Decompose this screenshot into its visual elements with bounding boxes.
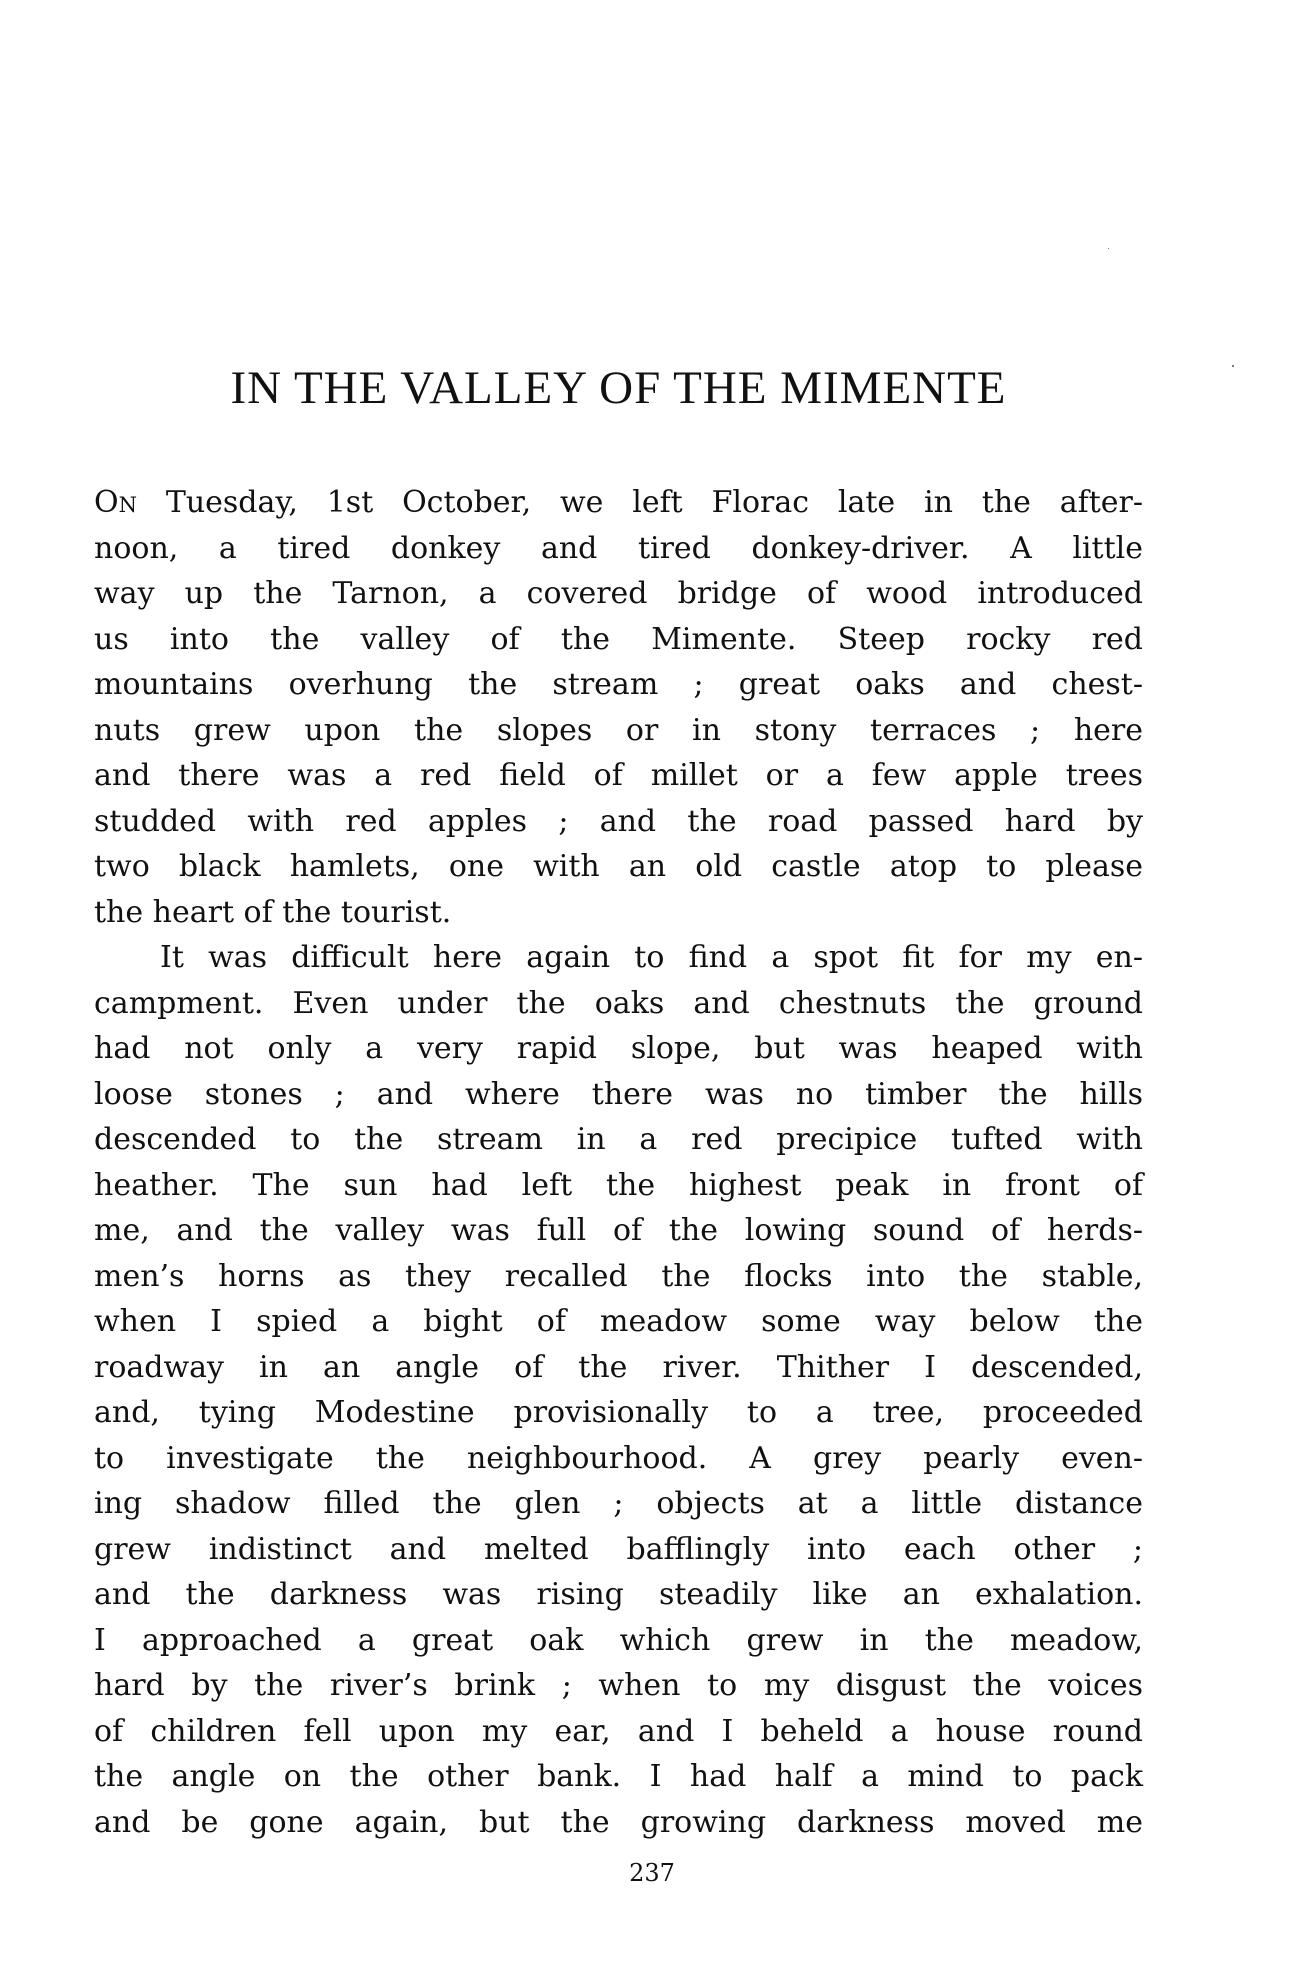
body-text — [94, 480, 1143, 1845]
text-line: roadway in an angle of the river. Thither I descended, — [94, 1349, 1143, 1385]
drop-small-caps: On — [94, 485, 137, 520]
text-line: and there was a red field of millet or a few apple trees — [94, 758, 1143, 793]
text-line: heather. The sun had left the highest peak in front of — [94, 1167, 1143, 1203]
text-line: two black hamlets, one with an old castle atop to please — [94, 849, 1143, 884]
text-line: and, tying Modestine provisionally to a tree, proceeded — [94, 1395, 1143, 1430]
chapter-title: IN THE VALLEY OF THE MIMENTE — [230, 362, 1007, 414]
text-line: nuts grew upon the slopes or in stony terraces ; here — [94, 712, 1143, 748]
text-line: when I spied a bight of meadow some way below the — [94, 1304, 1143, 1339]
text-line: had not only a very rapid slope, but was heaped with — [94, 1031, 1143, 1066]
text-line: men’s horns as they recalled the flocks into the stable, — [94, 1258, 1143, 1294]
text-line: me, and the valley was full of the lowing sound of herds- — [94, 1213, 1143, 1248]
text-line: of children fell upon my ear, and I beheld a house round — [94, 1713, 1143, 1749]
text-line: mountains overhung the stream ; great oaks and chest- — [94, 667, 1143, 702]
page-number: 237 — [629, 1859, 675, 1887]
text-line: way up the Tarnon, a covered bridge of wood introduced — [94, 576, 1143, 611]
text-line: studded with red apples ; and the road passed hard by — [94, 803, 1143, 839]
text-line: It was difficult here again to find a spot fit for my en- — [160, 940, 1143, 975]
text-line: and be gone again, but the growing darkness moved me — [94, 1804, 1143, 1840]
text-line — [94, 480, 1143, 526]
text-line: grew indistinct and melted bafflingly into each other ; — [94, 1531, 1143, 1567]
text-line: hard by the river’s brink ; when to my disgust the voices — [94, 1668, 1143, 1703]
text-line: and the darkness was rising steadily like an exhalation. — [94, 1577, 1143, 1612]
text-line-content: Tuesday, 1st October, we left Florac late in the after- — [136, 485, 1143, 520]
text-line: the angle on the other bank. I had half a mind to pack — [94, 1759, 1143, 1794]
text-line: campment. Even under the oaks and chestnuts the ground — [94, 985, 1143, 1021]
scan-speck — [1108, 248, 1109, 249]
text-line: noon, a tired donkey and tired donkey-driver. A little — [94, 530, 1143, 566]
text-line: us into the valley of the Mimente. Steep rocky red — [94, 621, 1143, 657]
text-line: descended to the stream in a red precipice tufted with — [94, 1122, 1143, 1157]
scan-speck — [1232, 365, 1234, 367]
text-line: I approached a great oak which grew in the meadow, — [94, 1622, 1143, 1658]
text-line: the heart of the tourist. — [94, 894, 452, 930]
text-line: ing shadow filled the glen ; objects at a little distance — [94, 1486, 1143, 1521]
text-line: to investigate the neighbourhood. A grey pearly even- — [94, 1440, 1143, 1476]
text-line: loose stones ; and where there was no timber the hills — [94, 1076, 1143, 1112]
